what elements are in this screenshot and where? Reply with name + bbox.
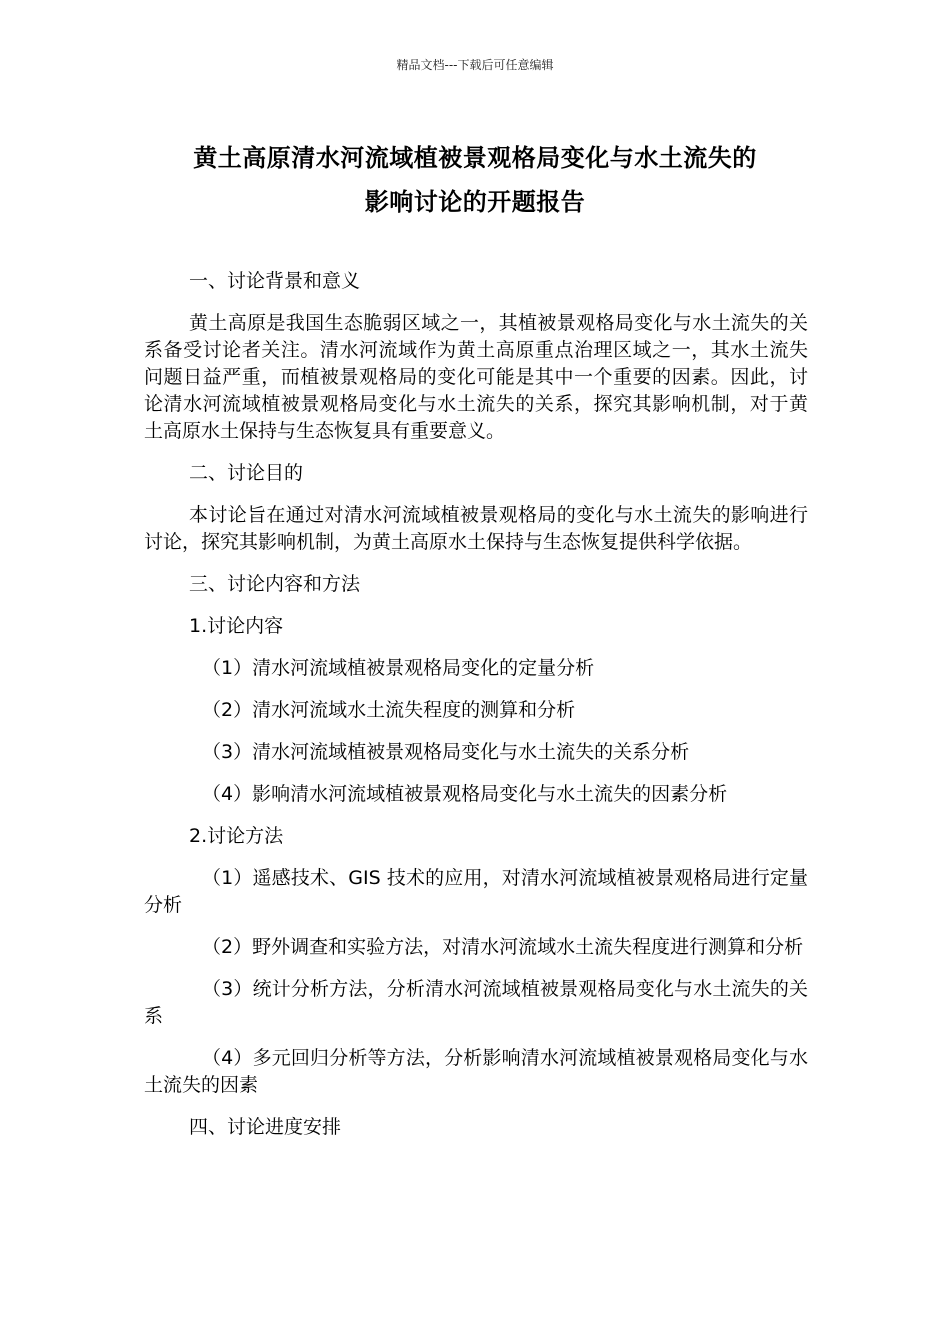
content-item-2: （2）清水河流域水土流失程度的测算和分析 xyxy=(202,699,576,721)
document-title-line-2: 影响讨论的开题报告 xyxy=(364,188,586,216)
section-heading-content-methods: 三、讨论内容和方法 xyxy=(189,573,361,595)
subheading-research-content: 1.讨论内容 xyxy=(189,615,284,637)
content-item-4: （4）影响清水河流域植被景观格局变化与水土流失的因素分析 xyxy=(202,783,728,805)
method-item-3: （3）统计分析方法，分析清水河流域植被景观格局变化与水土流失的关系 xyxy=(144,978,808,1027)
section-heading-schedule: 四、讨论进度安排 xyxy=(189,1116,342,1138)
purpose-paragraph: 本讨论旨在通过对清水河流域植被景观格局的变化与水土流失的影响进行讨论，探究其影响机制，为黄土高原水土保持与生态恢复提供科学依据。 xyxy=(144,504,808,553)
background-paragraph: 黄土高原是我国生态脆弱区域之一，其植被景观格局变化与水土流失的关系备受讨论者关注。清水河流域作为黄土高原重点治理区域之一，其水土流失问题日益严重，而植被景观格局的变化可能是其中一个重要的因素。因此，讨论清水河流域植被景观格局变化与水土流失的关系，探究其影响机制，对于黄土高原水土保持与生态恢复具有重要意义。 xyxy=(144,312,808,442)
section-heading-background: 一、讨论背景和意义 xyxy=(189,270,361,292)
method-item-1: （1）遥感技术、GIS 技术的应用，对清水河流域植被景观格局进行定量分析 xyxy=(144,867,808,916)
subheading-research-methods: 2.讨论方法 xyxy=(189,825,284,847)
page-header-watermark: 精品文档---下载后可任意编辑 xyxy=(396,58,554,72)
document-title xyxy=(140,136,810,224)
method-item-4: （4）多元回归分析等方法，分析影响清水河流域植被景观格局变化与水土流失的因素 xyxy=(144,1047,808,1096)
document-title-line-1: 黄土高原清水河流域植被景观格局变化与水土流失的 xyxy=(193,144,757,172)
document-body xyxy=(144,268,808,1156)
method-item-2: （2）野外调查和实验方法，对清水河流域水土流失程度进行测算和分析 xyxy=(202,936,804,958)
section-heading-purpose: 二、讨论目的 xyxy=(189,462,304,484)
content-item-1: （1）清水河流域植被景观格局变化的定量分析 xyxy=(202,657,595,679)
content-item-3: （3）清水河流域植被景观格局变化与水土流失的关系分析 xyxy=(202,741,690,763)
